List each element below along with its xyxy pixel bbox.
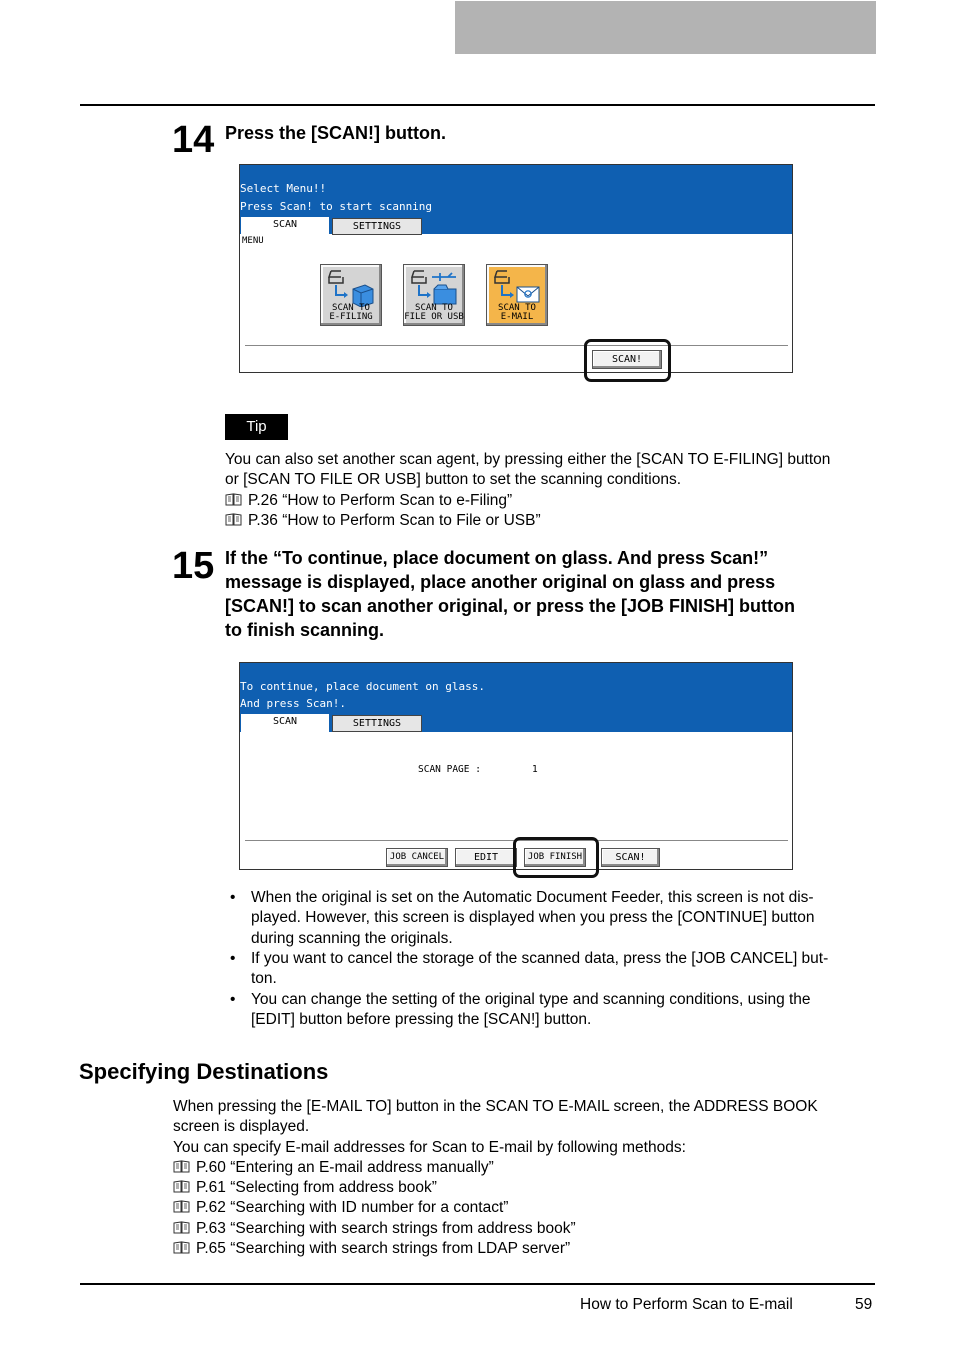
section-ref-3-text: P.62 “Searching with ID number for a contact” xyxy=(196,1199,509,1217)
bullet-item xyxy=(230,888,880,950)
step-15-title xyxy=(225,546,795,642)
bottom-rule xyxy=(80,1283,875,1285)
section-ref-4[interactable] xyxy=(173,1219,883,1239)
bullet-dot: • xyxy=(230,991,236,1008)
step-15-title-line3: [SCAN!] to scan another original, or press the [JOB FINISH] button xyxy=(225,596,796,616)
scan-button-highlight xyxy=(584,339,671,382)
section-ref-3[interactable] xyxy=(173,1198,883,1218)
tip-ref-1-text: P.26 “How to Perform Scan to e-Filing” xyxy=(248,491,513,509)
tip-ref-2-text: P.36 “How to Perform Scan to File or USB” xyxy=(248,511,541,529)
scan-to-e-filing-button[interactable] xyxy=(320,264,382,326)
copier-screen-continue xyxy=(239,662,793,870)
footer-title: How to Perform Scan to E-mail xyxy=(580,1296,793,1313)
section-ref-5[interactable] xyxy=(173,1239,883,1259)
book-icon xyxy=(173,1200,190,1213)
book-icon xyxy=(173,1160,190,1173)
section-ref-5-text: P.65 “Searching with search strings from LDAP server” xyxy=(196,1240,571,1258)
bullet-dot: • xyxy=(230,950,236,967)
scan-to-e-filing-label: SCAN TO E-FILING xyxy=(329,303,373,322)
tip-line-1: You can also set another scan agent, by pressing either the [SCAN TO E-FILING] button xyxy=(225,451,831,468)
screen-message-line2: And press Scan!. xyxy=(240,697,346,710)
tip-badge: Tip xyxy=(225,414,288,440)
book-icon xyxy=(173,1221,190,1234)
tip-ref-1[interactable] xyxy=(225,491,885,511)
section-ref-2[interactable] xyxy=(173,1178,883,1198)
tab-scan[interactable]: SCAN xyxy=(241,714,329,732)
bullet-item xyxy=(230,990,880,1032)
bullet-item xyxy=(230,949,880,991)
tip-text xyxy=(225,450,885,531)
section-p1-line2: screen is displayed. xyxy=(173,1118,310,1136)
book-icon xyxy=(225,493,242,506)
step-15-title-line1: If the “To continue, place document on glass. And press Scan!” xyxy=(225,548,769,568)
bullet-1-line2: played. However, this screen is displayed when you press the [CONTINUE] button xyxy=(251,909,815,927)
menu-label: MENU xyxy=(242,236,264,246)
bullet-1-line1: When the original is set on the Automatic Document Feeder, this screen is not dis- xyxy=(251,889,814,906)
bullet-2-line2: ton. xyxy=(251,970,277,988)
scan-to-file-or-usb-button[interactable] xyxy=(403,264,465,326)
section-ref-2-text: P.61 “Selecting from address book” xyxy=(196,1179,437,1197)
book-icon xyxy=(173,1241,190,1254)
scanner-box-icon xyxy=(327,269,377,307)
scan-to-e-mail-label: SCAN TO E-MAIL xyxy=(498,303,536,322)
bullet-2-line1: If you want to cancel the storage of the scanned data, press the [JOB CANCEL] but- xyxy=(251,950,829,967)
scan-page-label: SCAN PAGE : xyxy=(418,764,481,775)
section-body xyxy=(173,1097,883,1259)
book-icon xyxy=(225,513,242,526)
step-14-title: Press the [SCAN!] button. xyxy=(225,123,447,143)
step-15-number: 15 xyxy=(172,545,215,587)
step-15-title-line4: to finish scanning. xyxy=(225,620,385,640)
step-14-number: 14 xyxy=(172,119,215,161)
tab-settings[interactable]: SETTINGS xyxy=(332,715,422,732)
screen-message-line2: Press Scan! to start scanning xyxy=(240,200,433,213)
section-ref-1-text: P.60 “Entering an E-mail address manually” xyxy=(196,1158,494,1176)
section-p2: You can specify E-mail addresses for Scan to E-mail by following methods: xyxy=(173,1138,686,1156)
tip-line-2: or [SCAN TO FILE OR USB] button to set the scanning conditions. xyxy=(225,471,682,489)
scan-to-e-mail-button[interactable] xyxy=(486,264,548,326)
tip-ref-2[interactable] xyxy=(225,511,885,531)
scanner-usb-folder-icon xyxy=(410,269,460,307)
screen-message-line1: Select Menu!! xyxy=(240,182,327,195)
section-ref-4-text: P.63 “Searching with search strings from address book” xyxy=(196,1219,576,1237)
edit-button[interactable]: EDIT xyxy=(455,848,517,867)
section-p1-line1: When pressing the [E-MAIL TO] button in the SCAN TO E-MAIL screen, the ADDRESS BOOK xyxy=(173,1098,818,1115)
scan-button[interactable]: SCAN! xyxy=(592,350,662,369)
screen-divider xyxy=(245,345,788,346)
step-15-title-line2: message is displayed, place another original on glass and press xyxy=(225,572,776,592)
scanner-email-icon xyxy=(493,269,543,307)
top-rule xyxy=(80,104,875,106)
bullet-dot: • xyxy=(230,889,236,906)
header-gray-tab xyxy=(455,1,876,54)
job-finish-highlight xyxy=(513,837,599,878)
section-title: Specifying Destinations xyxy=(79,1059,329,1084)
page-number: 59 xyxy=(855,1296,873,1313)
section-ref-1[interactable] xyxy=(173,1158,883,1178)
scan-button[interactable]: SCAN! xyxy=(601,848,660,867)
book-icon xyxy=(173,1180,190,1193)
copier-screen-scan-menu xyxy=(239,164,793,373)
tab-scan[interactable]: SCAN xyxy=(241,217,329,235)
bullet-3-line2: [EDIT] button before pressing the [SCAN!] button. xyxy=(251,1011,592,1029)
scan-page-value: 1 xyxy=(532,764,538,775)
job-finish-button[interactable]: JOB FINISH xyxy=(524,848,586,867)
tab-settings[interactable]: SETTINGS xyxy=(332,218,422,235)
screen-message-line1: To continue, place document on glass. xyxy=(240,680,486,693)
job-cancel-button[interactable]: JOB CANCEL xyxy=(386,848,448,867)
bullet-1-line3: during scanning the originals. xyxy=(251,929,453,947)
scan-to-file-or-usb-label: SCAN TO FILE OR USB xyxy=(404,303,464,322)
bullet-3-line1: You can change the setting of the original type and scanning conditions, using the xyxy=(251,991,811,1008)
